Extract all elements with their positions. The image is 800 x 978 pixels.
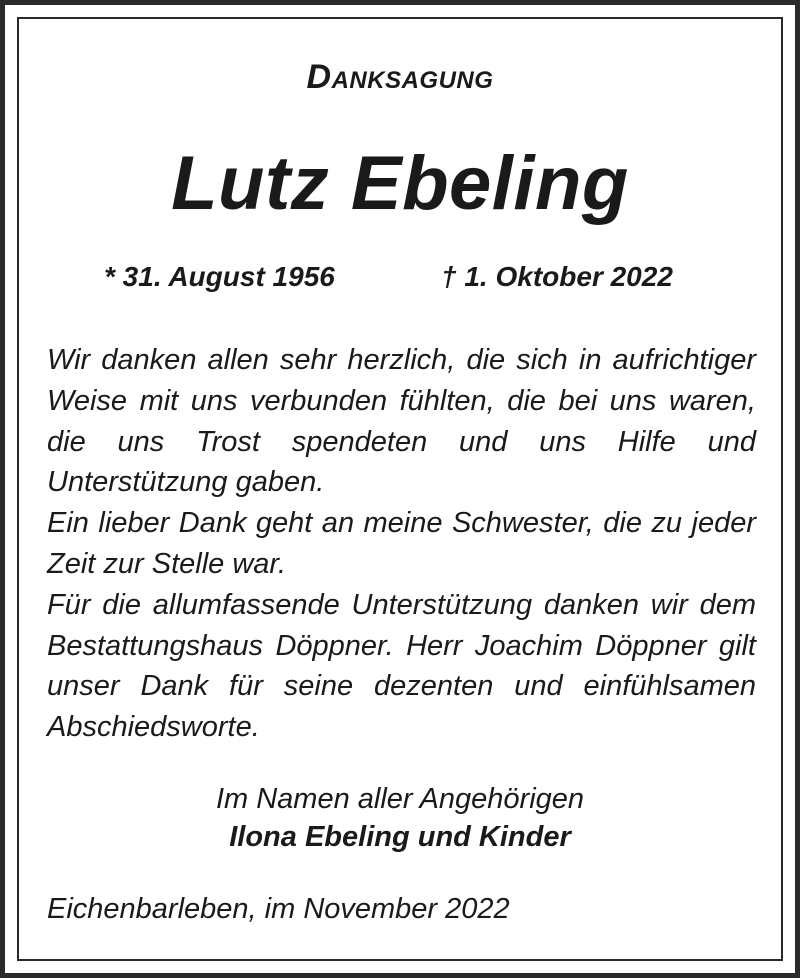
birth-date: * 31. August 1956	[104, 261, 335, 292]
thanks-paragraph: Für die allumfassende Unterstützung danken wir dem Bestattungshaus Döppner. Herr Joachim Döppner gilt unser Dank für seine dezenten und einfühlsamen Abschiedsworte.	[47, 588, 756, 744]
thanks-paragraph: Wir danken allen sehr herzlich, die sich in aufrichtiger Weise mit uns verbunden fühlten, die bei uns waren, die uns Trost spendeten und uns Hilfe und Unterstützung gaben.	[47, 344, 756, 499]
place-date: Eichenbarleben, im November 2022	[47, 893, 510, 925]
thanks-text	[47, 340, 756, 748]
deceased-name: Lutz Ebeling	[171, 141, 629, 226]
signoff	[0, 780, 800, 856]
thanks-paragraph: Ein lieber Dank geht an meine Schwester, die zu jeder Zeit zur Stelle war.	[47, 507, 756, 580]
closing-line: Im Namen aller Angehörigen	[215, 783, 585, 815]
signer-line: Ilona Ebeling und Kinder	[229, 821, 571, 853]
notice-heading: Danksagung	[306, 58, 494, 96]
death-date: † 1. Oktober 2022	[441, 261, 673, 292]
